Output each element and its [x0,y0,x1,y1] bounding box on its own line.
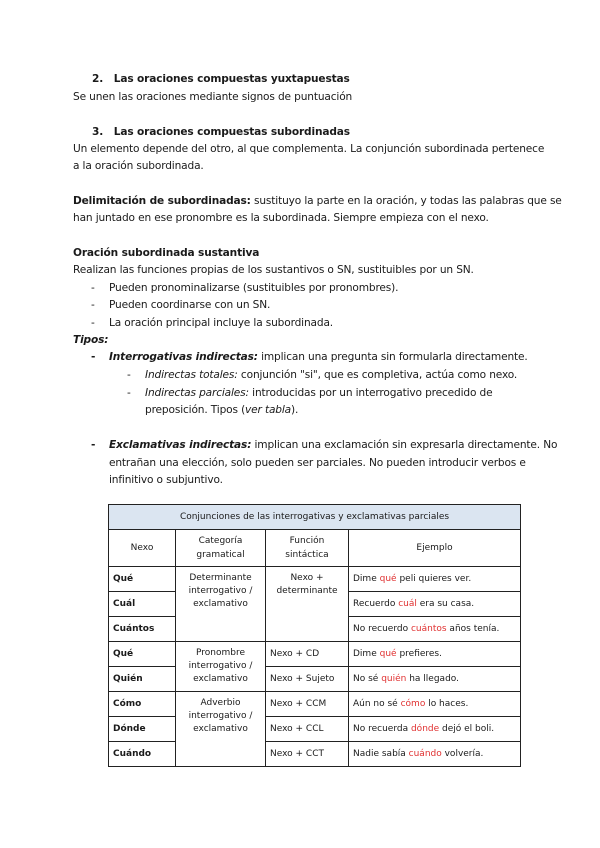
bullet-dash: - [91,299,95,311]
sustantiva-intro: Realizan las funciones propias de los sustantivos o SN, sustituibles por un SN. [73,264,474,276]
ejemplo-cell: Aún no sé cómo lo haces. [349,692,521,717]
delimitacion-label: Delimitación de subordinadas: [73,195,251,207]
table-row: Cuándo Nexo + CCT Nadie sabía cuándo volvería. [109,742,521,767]
table-row: Cuál Recuerdo cuál era su casa. [109,592,521,617]
bullet-item: Pueden pronominalizarse (sustituibles por pronombres). [109,282,399,294]
interrogativas-label: Interrogativas indirectas: [109,351,258,363]
header-categoria: Categoría gramatical [176,530,266,567]
categoria-determinante: Determinante interrogativo / exclamativo [176,567,266,642]
bullet-item: La oración principal incluye la subordinada. [109,317,334,329]
table-row: Dónde Nexo + CCL No recuerda dónde dejó el boli. [109,717,521,742]
section-3-line-1: Un elemento depende del otro, al que complementa. La conjunción subordinada pertenece [73,143,545,155]
table-caption: Conjunciones de las interrogativas y exclamativas parciales [109,505,521,530]
funcion-determinante: Nexo + determinante [266,567,349,642]
totales-line: Indirectas totales: conjunción "si", que es completiva, actúa como nexo. [145,369,518,381]
categoria-pronombre: Pronombre interrogativo / exclamativo [176,642,266,692]
section-3-line-2: a la oración subordinada. [73,160,204,172]
sub-bullet-dash: - [127,387,131,399]
ejemplo-cell: Nadie sabía cuándo volvería. [349,742,521,767]
bullet-dash: - [91,282,95,294]
exclamativas-line-3: infinitivo o subjuntivo. [109,474,223,486]
section-2-text: Se unen las oraciones mediante signos de puntuación [73,91,353,103]
exclamativas-label: Exclamativas indirectas: [109,439,252,451]
bullet-dash: - [91,317,95,329]
ejemplo-cell: Dime qué prefieres. [349,642,521,667]
parciales-line-1: Indirectas parciales: introducidas por un interrogativo precedido de [145,387,493,399]
header-ejemplo: Ejemplo [349,530,521,567]
header-nexo: Nexo [109,530,176,567]
table-row: Qué Determinante interrogativo / exclamativo Nexo + determinante Dime qué peli quieres ver. [109,567,521,592]
ejemplo-cell: Dime qué peli quieres ver. [349,567,521,592]
tipo-dash: - [91,351,96,363]
section-3-heading: 3. Las oraciones compuestas subordinadas [92,126,350,138]
sub-bullet-dash: - [127,369,131,381]
exclamativas-line-2: entrañan una elección, solo pueden ser parciales. No pueden introducir verbos e [109,457,526,469]
table-row: Quién Nexo + Sujeto No sé quién ha llegado. [109,667,521,692]
table-row: Cuántos No recuerdo cuántos años tenía. [109,617,521,642]
ejemplo-cell: No sé quién ha llegado. [349,667,521,692]
bullet-item: Pueden coordinarse con un SN. [109,299,271,311]
delimitacion-line-2: han juntado en ese pronombre es la subordinada. Siempre empieza con el nexo. [73,212,489,224]
table-row: Qué Pronombre interrogativo / exclamativo Nexo + CD Dime qué prefieres. [109,642,521,667]
tipos-label: Tipos: [73,334,109,346]
ejemplo-cell: No recuerda dónde dejó el boli. [349,717,521,742]
exclamativas-line-1: Exclamativas indirectas: implican una exclamación sin expresarla directamente. No [109,439,558,451]
section-2-heading: 2. Las oraciones compuestas yuxtapuestas [92,73,350,85]
conjunctions-table [108,504,521,767]
table-row: Cómo Adverbio interrogativo / exclamativo Nexo + CCM Aún no sé cómo lo haces. [109,692,521,717]
sustantiva-heading: Oración subordinada sustantiva [73,247,260,259]
header-funcion: Función sintáctica [266,530,349,567]
tipo-dash: - [91,439,96,451]
ejemplo-cell: Recuerdo cuál era su casa. [349,592,521,617]
parciales-line-2: preposición. Tipos (ver tabla). [145,404,299,416]
categoria-adverbio: Adverbio interrogativo / exclamativo [176,692,266,767]
interrogativas-line: Interrogativas indirectas: implican una pregunta sin formularla directamente. [109,351,528,363]
delimitacion-line-1: Delimitación de subordinadas: sustituyo la parte en la oración, y todas las palabras que se [73,195,562,207]
ejemplo-cell: No recuerdo cuántos años tenía. [349,617,521,642]
